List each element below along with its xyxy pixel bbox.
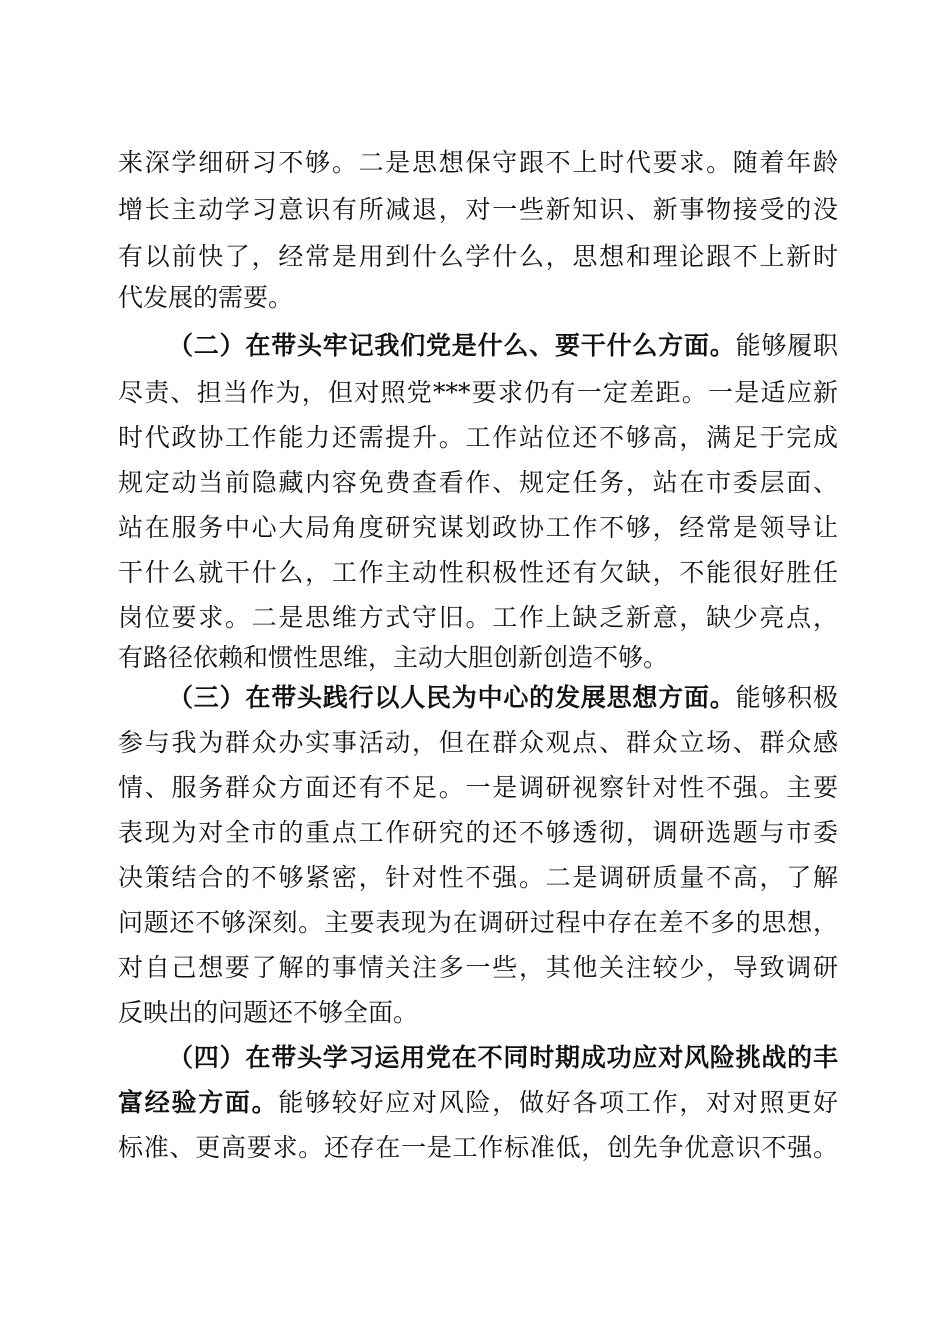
line-text: 标准、更高要求。还存在一是工作标准低，创先争优意识不强。 bbox=[118, 1133, 838, 1162]
section-heading-line bbox=[168, 326, 838, 366]
line-text: 尽责、担当作为，但对照党***要求仍有一定差距。一是适应新 bbox=[118, 378, 838, 407]
text-line bbox=[118, 373, 838, 413]
line-text: 有路径依赖和惯性思维，主动大胆创新创造不够。 bbox=[118, 643, 669, 672]
line-text: 增长主动学习意识有所减退，对一些新知识、新事物接受的没 bbox=[118, 195, 838, 224]
text-line bbox=[118, 858, 838, 898]
line-text: 代发展的需要。 bbox=[118, 283, 294, 312]
line-text: 有以前快了，经常是用到什么学什么，思想和理论跟不上新时 bbox=[118, 242, 838, 271]
line-text: 站在服务中心大局角度研究谋划政协工作不够，经常是领导让 bbox=[118, 513, 838, 542]
section-heading: （二）在带头牢记我们党是什么、要干什么方面。 bbox=[168, 331, 736, 360]
line-text: 规定动当前隐藏内容免费查看作、规定任务，站在市委层面、 bbox=[118, 468, 838, 497]
section-heading: （三）在带头践行以人民为中心的发展思想方面。 bbox=[168, 683, 736, 712]
section-heading-line bbox=[168, 1038, 838, 1078]
section-heading: （四）在带头学习运用党在不同时期成功应对风险挑战的丰 bbox=[168, 1043, 838, 1072]
text-line bbox=[118, 1128, 838, 1168]
line-text: 时代政协工作能力还需提升。工作站位还不够高，满足于完成 bbox=[118, 423, 838, 452]
line-text: 干什么就干什么，工作主动性积极性还有欠缺，不能很好胜任 bbox=[118, 558, 838, 587]
text-line bbox=[118, 463, 838, 503]
line-text: 来深学细研习不够。二是思想保守跟不上时代要求。随着年龄 bbox=[118, 148, 838, 177]
line-text: 岗位要求。二是思维方式守旧。工作上缺乏新意，缺少亮点， bbox=[118, 603, 838, 632]
line-text: 参与我为群众办实事活动，但在群众观点、群众立场、群众感 bbox=[118, 728, 838, 757]
text-line bbox=[118, 903, 838, 943]
line-text: 决策结合的不够紧密，针对性不强。二是调研质量不高，了解 bbox=[118, 863, 838, 892]
text-line bbox=[118, 190, 838, 230]
text-line bbox=[118, 508, 838, 548]
text-line bbox=[118, 768, 838, 808]
text-line bbox=[118, 553, 838, 593]
text-line bbox=[118, 237, 838, 277]
text-line bbox=[118, 598, 838, 638]
section-heading-line bbox=[168, 678, 838, 718]
line-text: 能够积极 bbox=[735, 683, 838, 712]
line-text: 能够较好应对风险，做好各项工作，对对照更好 bbox=[278, 1088, 838, 1117]
text-line bbox=[118, 948, 838, 988]
text-line bbox=[118, 143, 838, 183]
line-text: 情、服务群众方面还有不足。一是调研视察针对性不强。主要 bbox=[118, 773, 838, 802]
text-line bbox=[118, 638, 838, 678]
line-text: 对自己想要了解的事情关注多一些，其他关注较少，导致调研 bbox=[118, 953, 838, 982]
line-text: 表现为对全市的重点工作研究的还不够透彻，调研选题与市委 bbox=[118, 818, 838, 847]
text-line bbox=[118, 418, 838, 458]
text-line bbox=[118, 813, 838, 853]
line-text: 能够履职 bbox=[735, 331, 838, 360]
text-line bbox=[118, 278, 838, 318]
line-text: 反映出的问题还不够全面。 bbox=[118, 998, 419, 1027]
section-heading: 富经验方面。 bbox=[118, 1088, 279, 1117]
line-text: 问题还不够深刻。主要表现为在调研过程中存在差不多的思想， bbox=[118, 908, 838, 937]
text-line bbox=[118, 1083, 838, 1123]
text-line bbox=[118, 993, 838, 1033]
text-line bbox=[118, 723, 838, 763]
